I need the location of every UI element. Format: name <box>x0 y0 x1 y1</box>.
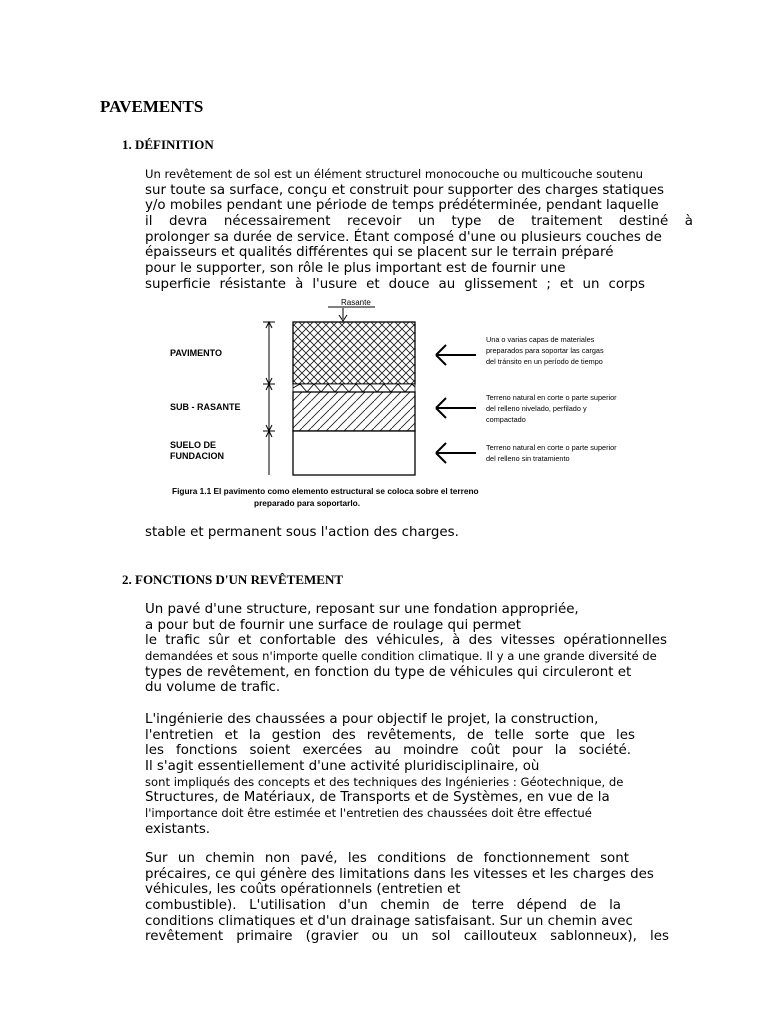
layer-label-suelo: SUELO DE <box>170 440 217 450</box>
suelo-fundacion-layer <box>293 431 415 475</box>
text-line: Il s'agit essentiellement d'une activité pluridisciplinaire, où <box>145 759 540 775</box>
rasante-label: Rasante <box>341 298 371 307</box>
text-line: Structures, de Matériaux, de Transports et de Systèmes, en vue de la <box>145 790 610 806</box>
text-line: prolonger sa durée de service. Étant composé d'une ou plusieurs couches de <box>145 229 662 245</box>
text-line: y/o mobiles pendant une période de temps prédéterminée, pendant laquelle <box>145 198 659 214</box>
arrow-left <box>436 398 476 418</box>
section-2-heading: 2. FONCTIONS D'UN REVÊTEMENT <box>122 572 344 587</box>
sub-rasante-layer <box>293 392 415 431</box>
text-line: superficie résistante à l'usure et douce au glissement ; et un corps <box>145 276 645 292</box>
text-line: Un pavé d'une structure, reposant sur une fondation appropriée, <box>145 602 579 617</box>
note-text: Terreno natural en corte o parte superior <box>486 393 617 402</box>
text-line: véhicules, les coûts opérationnels (entretien et <box>145 882 461 898</box>
section-1-heading: 1. DÉFINITION <box>122 137 214 152</box>
text-line: stable et permanent sous l'action des charges. <box>145 525 459 540</box>
layer-label-fundacion: FUNDACION <box>170 451 224 461</box>
functions-paragraph-3 <box>145 851 693 945</box>
text-line: Sur un chemin non pavé, les conditions de fonctionnement sont <box>145 851 629 866</box>
text-line: épaisseurs et qualités différentes qui se placent sur le terrain préparé <box>145 245 614 261</box>
note-text: compactado <box>486 415 526 424</box>
text-line: existants. <box>145 821 211 837</box>
text-line: précaires, ce qui génère des limitations dans les vitesses et les charges des <box>145 866 654 882</box>
text-line: du volume de trafic. <box>145 680 281 696</box>
pavimento-layer <box>293 322 415 384</box>
text-line: les fonctions soient exercées au moindre coût pour la société. <box>145 743 631 759</box>
layer-label-sub-rasante: SUB - RASANTE <box>170 402 241 412</box>
definition-continuation <box>145 525 693 541</box>
text-line: Un revêtement de sol est un élément structurel monocouche ou multicouche soutenu <box>145 167 644 181</box>
note-text: del relleno nivelado, perfilado y <box>486 404 587 413</box>
functions-paragraph-1 <box>145 602 693 696</box>
text-line: combustible). L'utilisation d'un chemin de terre dépend de la <box>145 898 621 914</box>
figure-caption: Figura 1.1 El pavimento como elemento estructural se coloca sobre el terreno <box>172 486 479 496</box>
note-text: Una o varias capas de materiales <box>486 335 595 344</box>
text-line: revêtement primaire (gravier ou un sol caillouteux sablonneux), les <box>145 929 669 945</box>
functions-paragraph-2 <box>145 712 693 838</box>
note-text: preparados para soportar las cargas <box>486 346 604 355</box>
definition-paragraph <box>145 167 693 293</box>
text-line: pour le supporter, son rôle le plus important est de fournir une <box>145 261 566 277</box>
note-text: Terreno natural en corte o parte superior <box>486 443 617 452</box>
text-line: demandées et sous n'importe quelle condition climatique. Il y a une grande diversité de <box>145 649 657 664</box>
pavement-structure-figure <box>158 293 690 515</box>
text-line: types de revêtement, en fonction du type de véhicules qui circuleront et <box>145 664 632 680</box>
arrow-left <box>436 443 476 463</box>
text-line: sur toute sa surface, conçu et construit pour supporter des charges statiques <box>145 182 664 198</box>
text-line: le trafic sûr et confortable des véhicules, à des vitesses opérationnelles <box>145 633 667 649</box>
note-text: del relleno sin tratamiento <box>486 454 570 463</box>
text-line: L'ingénierie des chaussées a pour objectif le projet, la construction, <box>145 712 599 727</box>
page-title: PAVEMENTS <box>100 97 204 116</box>
note-text: del tránsito en un período de tiempo <box>486 357 603 366</box>
text-line: a pour but de fournir une surface de roulage qui permet <box>145 617 522 633</box>
arrow-left <box>436 345 476 365</box>
figure-caption: preparado para soportarlo. <box>254 498 361 508</box>
layer-label-pavimento: PAVIMENTO <box>170 348 223 358</box>
text-line: sont impliqués des concepts et des techniques des Ingénieries : Géotechnique, de <box>145 774 624 789</box>
text-line: conditions climatiques et d'un drainage satisfaisant. Sur un chemin avec <box>145 913 633 929</box>
text-line: il devra nécessairement recevoir un type de traitement destiné à <box>145 214 693 230</box>
text-line: l'entretien et la gestion des revêtements, de telle sorte que les <box>145 727 635 743</box>
text-line: l'importance doit être estimée et l'entretien des chaussées doit être effectué <box>145 806 592 821</box>
